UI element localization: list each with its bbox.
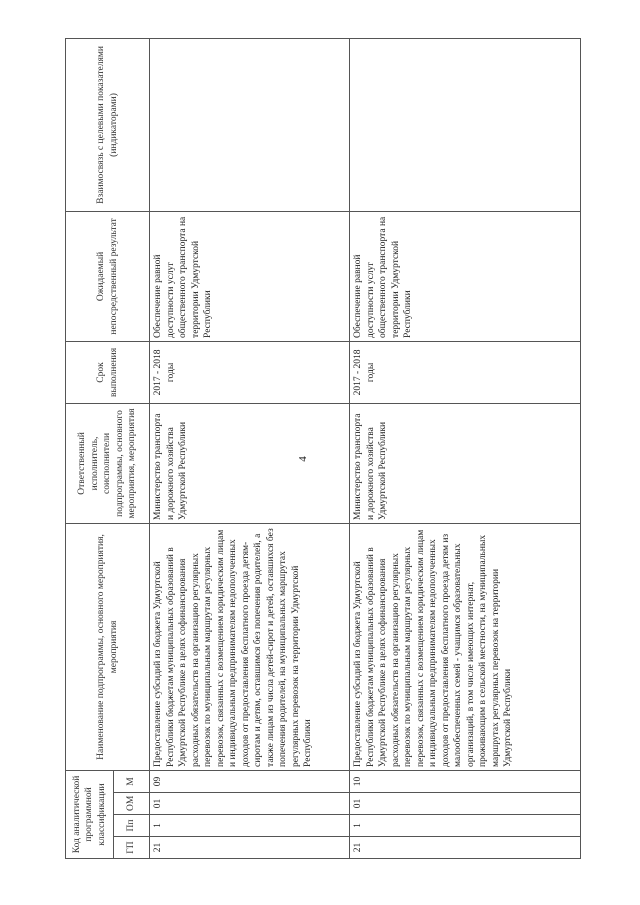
header-link: Взаимосвязь с целевыми показателями (индикаторами) xyxy=(66,38,150,211)
header-row-1 xyxy=(66,38,114,858)
cell-responsible: Министерство транспорта и дорожного хозяйства Удмуртской Республики xyxy=(150,403,350,523)
program-table xyxy=(65,38,581,859)
rotated-table-page xyxy=(65,39,580,859)
header-name: Наименование подпрограммы, основного мероприятия, мероприятия xyxy=(66,523,150,770)
cell-pp: 1 xyxy=(350,815,581,837)
header-gp: ГП xyxy=(114,837,150,859)
cell-gp: 21 xyxy=(350,837,581,859)
table-row xyxy=(350,38,581,858)
cell-responsible: Министерство транспорта и дорожного хозяйства Удмуртской Республики xyxy=(350,403,581,523)
cell-name: Предоставление субсидий из бюджета Удмуртской Республики бюджетам муниципальных образований в Удмуртской Республике в целях софинансирования расходных обязательств на организацию регулярных перевозок по муниципальным маршрутам регулярных перевозок, связанных с возмещением юридическим лицам и индивидуальным предпринимателям недополученных доходов от предоставления бесплатного проезда детям-сиротам и детям, оставшимся без попечения родителей, а также лицам из числа детей-сирот и детей, оставшихся без попечения родителей, на муниципальных маршрутах регулярных перевозок на территории Удмуртской Республики xyxy=(150,523,350,770)
cell-result: Обеспечение равной доступности услуг общественного транспорта на территории Удмуртской Республики xyxy=(150,211,350,341)
header-responsible: Ответственный исполнитель, соисполнители подпрограммы, основного мероприятия, мероприятия xyxy=(66,403,150,523)
page-number: 4 xyxy=(296,456,309,462)
header-result: Ожидаемый непосредственный результат xyxy=(66,211,150,341)
header-code-group: Код аналитической программной классификации xyxy=(66,770,114,858)
table-row xyxy=(150,38,350,858)
cell-term: 2017 - 2018 годы xyxy=(350,341,581,403)
cell-om: 01 xyxy=(150,793,350,815)
cell-m: 10 xyxy=(350,770,581,792)
cell-result: Обеспечение равной доступности услуг общественного транспорта на территории Удмуртской Республики xyxy=(350,211,581,341)
header-m: М xyxy=(114,770,150,792)
cell-om: 01 xyxy=(350,793,581,815)
cell-gp: 21 xyxy=(150,837,350,859)
cell-link xyxy=(350,38,581,211)
header-om: ОМ xyxy=(114,793,150,815)
header-term: Срок выполнения xyxy=(66,341,150,403)
cell-m: 09 xyxy=(150,770,350,792)
cell-term: 2017 - 2018 годы xyxy=(150,341,350,403)
cell-link xyxy=(150,38,350,211)
header-pp: Пп xyxy=(114,815,150,837)
cell-pp: 1 xyxy=(150,815,350,837)
cell-name: Предоставление субсидий из бюджета Удмуртской Республики бюджетам муниципальных образований в Удмуртской Республике в целях софинансирования расходных обязательств на организацию регулярных перевозок по муниципальным маршрутам регулярных перевозок, связанных с возмещением юридическим лицам и индивидуальным предпринимателям недополученных доходов от предоставления бесплатного проезда детям из малообеспеченных семей - учащимся образовательных организаций, в том числе имеющих интернат, проживающим в сельской местности, на муниципальных маршрутах регулярных перевозок на территории Удмуртской Республики xyxy=(350,523,581,770)
